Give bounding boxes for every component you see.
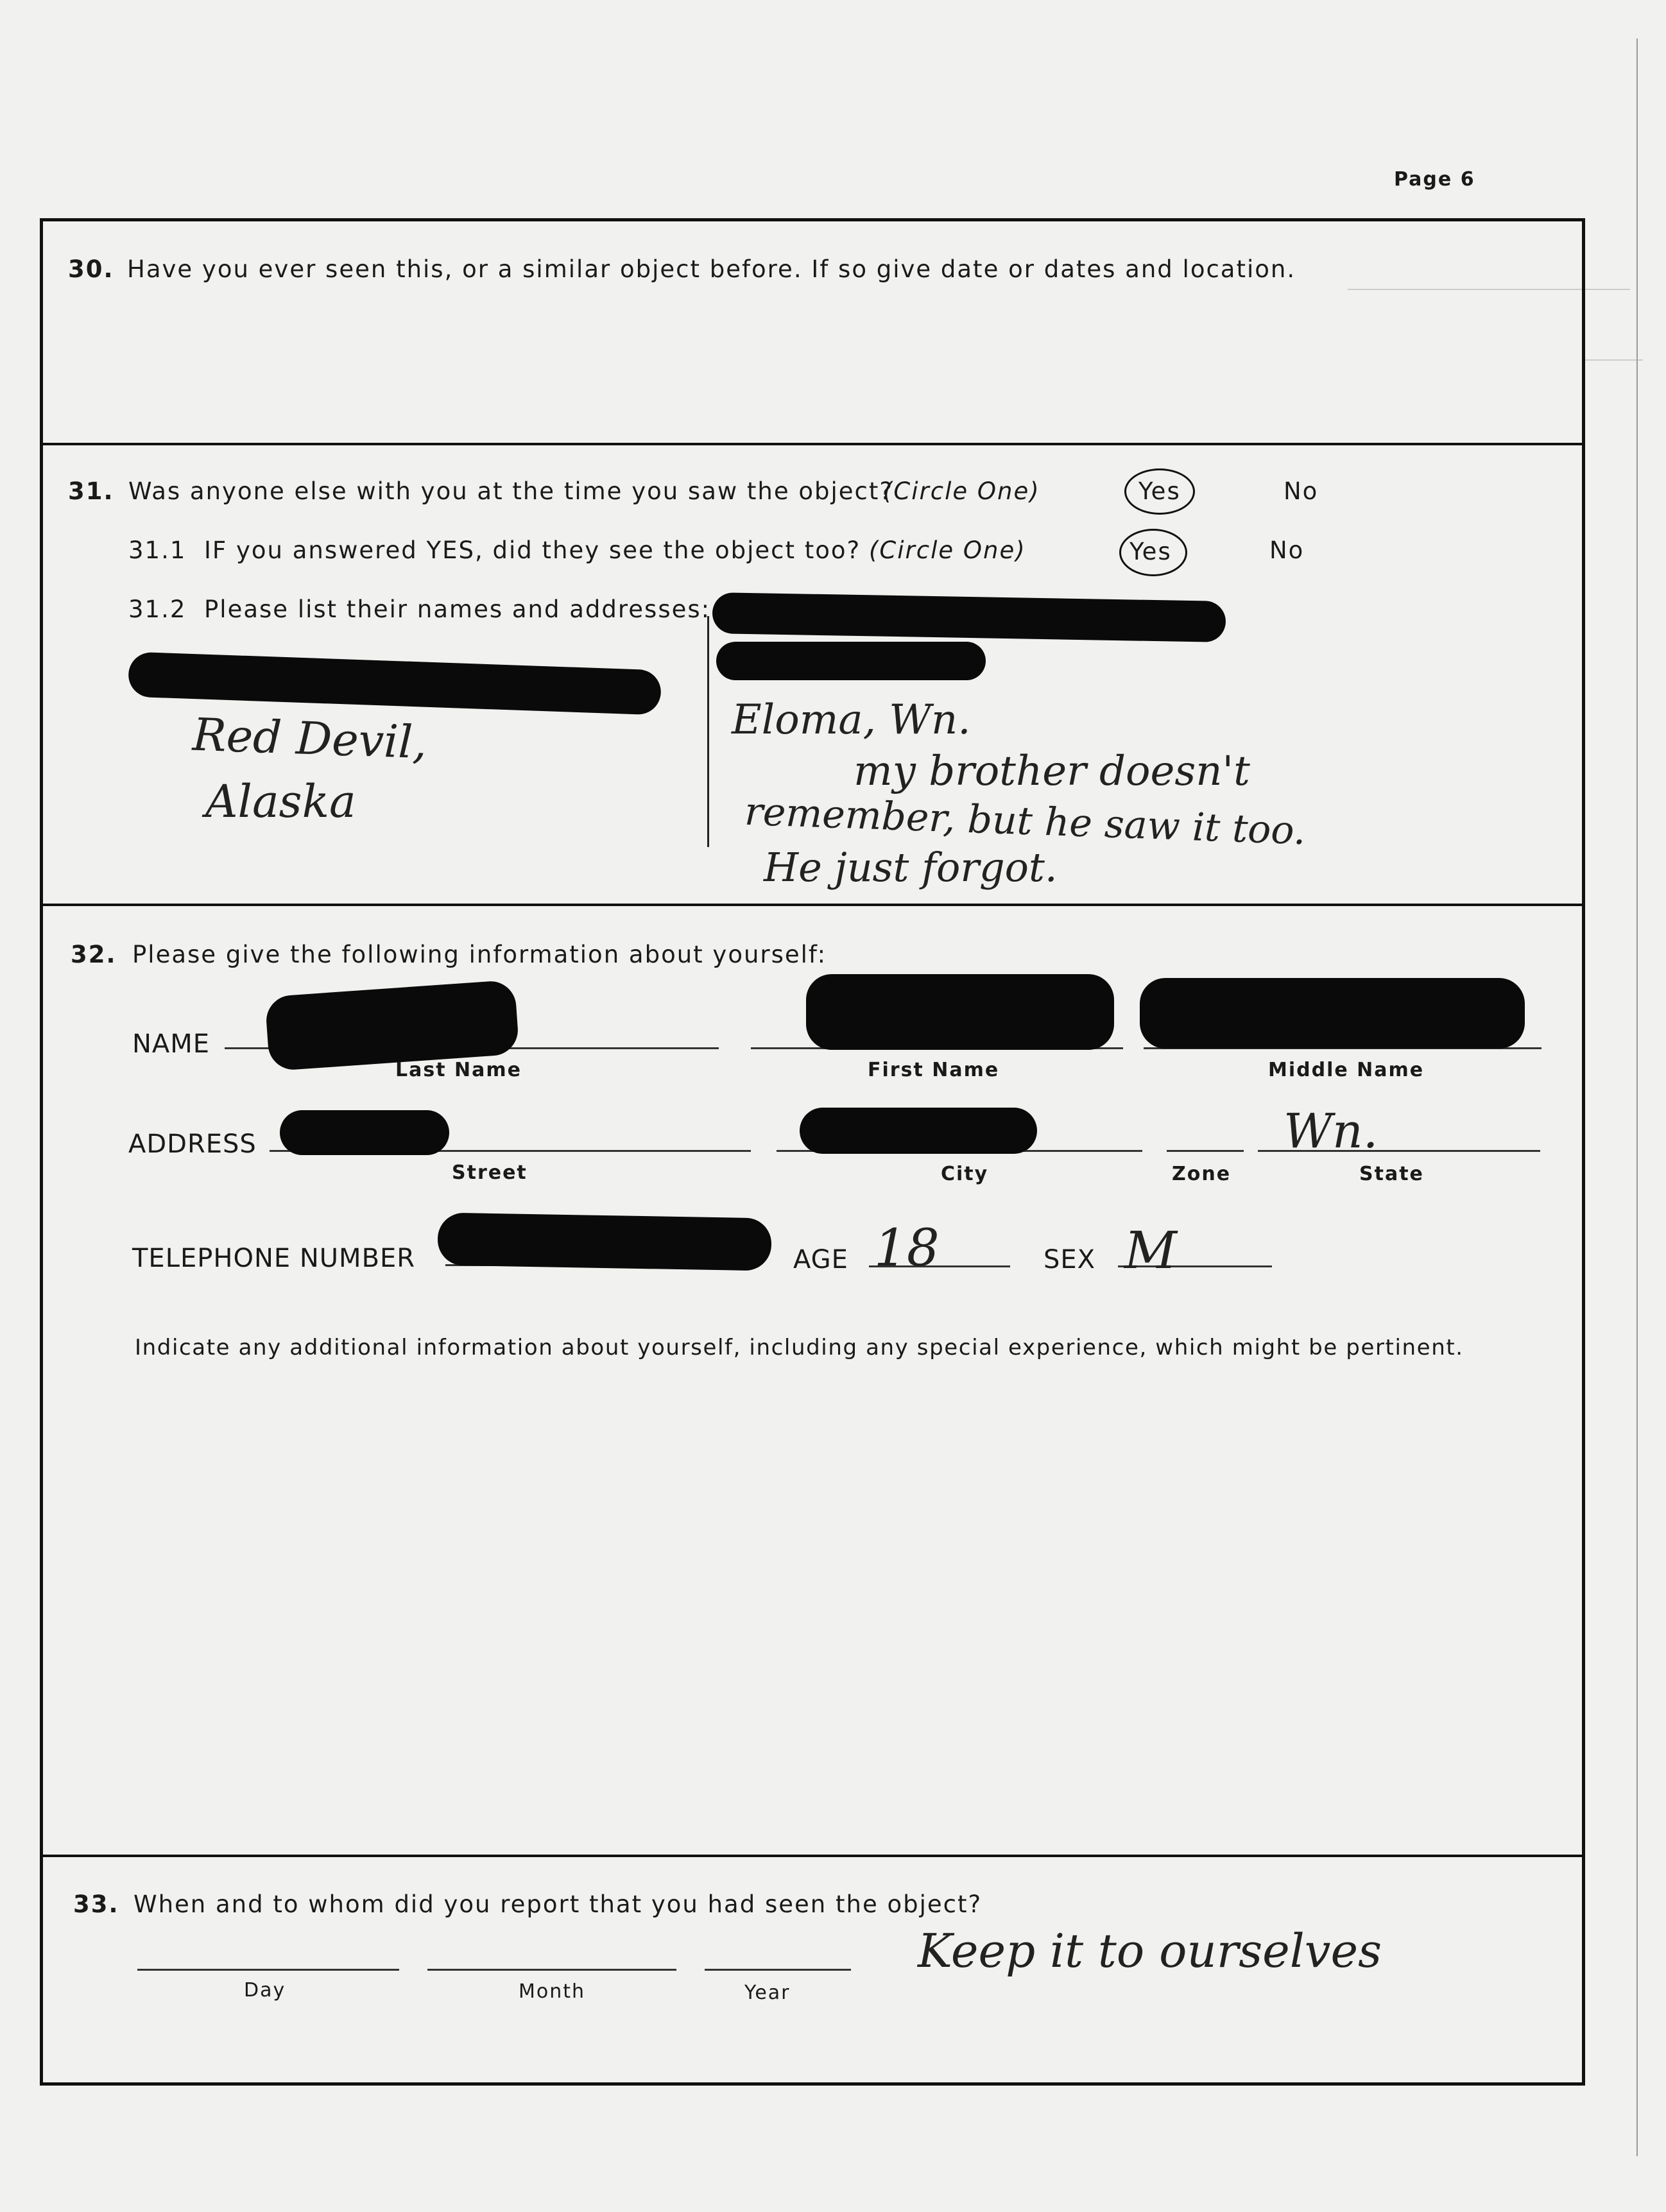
question-31-2-text: Please list their names and addresses: <box>204 596 711 623</box>
question-31-number: 31. <box>68 477 114 505</box>
question-31-yes-option[interactable]: Yes <box>1138 477 1181 505</box>
last-name-caption: Last Name <box>395 1059 522 1081</box>
sex-value: M <box>1124 1221 1177 1280</box>
sex-label: SEX <box>1043 1245 1096 1274</box>
question-32-text: Please give the following information about yourself: <box>132 941 827 968</box>
bleed-through-line <box>1585 359 1643 361</box>
redaction-block <box>280 1110 449 1155</box>
question-32-number: 32. <box>71 941 117 968</box>
middle-name-caption: Middle Name <box>1268 1059 1425 1081</box>
question-33-text: When and to whom did you report that you had seen the object? <box>133 1890 983 1918</box>
month-field[interactable] <box>427 1969 676 1971</box>
year-caption: Year <box>744 1982 791 2004</box>
year-field[interactable] <box>705 1969 851 1971</box>
state-value: Wn. <box>1284 1104 1378 1159</box>
divider-32-33 <box>40 1855 1585 1857</box>
question-33-number: 33. <box>73 1890 119 1918</box>
question-31-1-hint: (Circle One) <box>869 536 1026 564</box>
month-caption: Month <box>519 1980 586 2003</box>
handwritten-note-line3: He just forgot. <box>764 844 1058 891</box>
question-31-1-no-option[interactable]: No <box>1269 536 1305 564</box>
first-name-caption: First Name <box>868 1059 1000 1081</box>
redaction-block <box>437 1212 771 1271</box>
divider-30-31 <box>40 443 1585 445</box>
handwritten-address-left-line2: Alaska <box>205 775 356 828</box>
question-31-1-text: IF you answered YES, did they see the object too? <box>204 536 861 564</box>
day-caption: Day <box>244 1979 286 2002</box>
name-label: NAME <box>132 1029 210 1059</box>
question-30-text: Have you ever seen this, or a similar object before. If so give date or dates and location. <box>127 255 1296 283</box>
age-label: AGE <box>793 1245 848 1274</box>
redaction-block <box>716 642 986 680</box>
redaction-block <box>1140 978 1525 1049</box>
telephone-label: TELEPHONE NUMBER <box>132 1244 416 1273</box>
day-field[interactable] <box>137 1969 399 1971</box>
zone-caption: Zone <box>1172 1163 1232 1185</box>
question-31-1-number: 31.1 <box>128 536 187 564</box>
divider-31-32 <box>40 904 1585 906</box>
handwritten-address-left-line1: Red Devil, <box>191 708 428 769</box>
question-31-2-number: 31.2 <box>128 596 187 623</box>
bracket-line <box>707 616 709 847</box>
street-caption: Street <box>452 1162 528 1184</box>
bleed-through-line <box>1636 39 1638 2156</box>
question-31-no-option[interactable]: No <box>1284 477 1319 505</box>
handwritten-note-line1: my brother doesn't <box>854 748 1250 795</box>
question-31-hint: (Circle One) <box>883 477 1040 505</box>
state-caption: State <box>1359 1163 1424 1185</box>
question-31-text: Was anyone else with you at the time you saw the object? <box>128 477 894 505</box>
question-33-answer: Keep it to ourselves <box>918 1924 1382 1978</box>
page-label: Page 6 <box>1394 168 1475 191</box>
zone-field[interactable] <box>1167 1150 1244 1152</box>
address-label: ADDRESS <box>128 1129 257 1159</box>
redaction-block <box>800 1108 1037 1154</box>
additional-info-instruction: Indicate any additional information about yourself, including any special experience, which might be pertinent. <box>135 1335 1464 1360</box>
age-value: 18 <box>874 1218 940 1278</box>
redaction-block <box>806 974 1114 1050</box>
handwritten-note-line2: remember, but he saw it too. <box>744 789 1307 854</box>
question-31-1-yes-option[interactable]: Yes <box>1129 538 1172 565</box>
additional-info-area[interactable] <box>51 1373 1572 1842</box>
question-30-number: 30. <box>68 255 114 283</box>
handwritten-address-right-line1: Eloma, Wn. <box>732 696 971 744</box>
city-caption: City <box>941 1163 989 1185</box>
